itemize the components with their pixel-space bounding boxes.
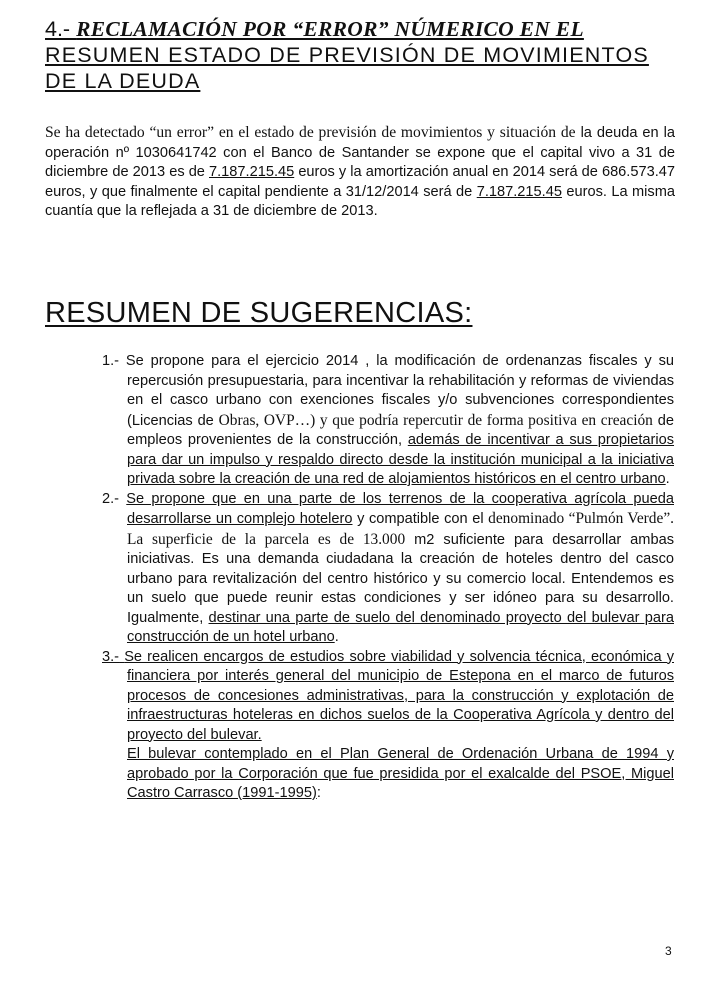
intro-amount-2: 7.187.215.45 <box>476 183 562 200</box>
heading-line-3: DE LA DEUDA <box>45 69 201 93</box>
item-text: m2 suficiente para desarrollar ambas iniciativas. Es una demanda ciudadana la creación de hoteles dentro del casco urbano para revitalización del centro histórico y su comercio local. Entendemos es un suelo que puede reunir estas condiciones y ser idóneo para su desarrollo. Igualmente, <box>127 531 674 626</box>
heading-italic-text: RECLAMACIÓN POR “ERROR” NÚMERICO EN EL <box>76 17 584 41</box>
heading-line-1 <box>45 16 675 42</box>
item-text-underlined: Se propone que en una parte de los terrenos de la cooperativa agrícola pueda desarrollarse un complejo hotelero <box>126 490 674 527</box>
page-number: 3 <box>665 944 672 958</box>
item-text-underlined: Se realicen encargos de estudios sobre viabilidad y solvencia técnica, económica y financiera por interés general del municipio de Estepona en el marco de futuros procesos de concesiones administrativas, para la construcción y explotación de infraestructuras hoteleras en dichos suelos de la Cooperativa Agrícola y dentro del proyecto del bulevar. <box>124 648 674 743</box>
intro-text-c: euros y la amortización anual en 2014 será de 686.573.47 euros, y que finalmente el capital pendiente a 31/12/2014 será de <box>45 164 675 200</box>
item-text-underlined: El bulevar contemplado en el Plan General de Ordenación Urbana de 1994 y aprobado por la Corporación que fue presidida por el exalcalde del PSOE, Miguel Castro Carrasco (1991-1995) <box>127 746 674 801</box>
item-text: . <box>665 471 670 487</box>
item-text: y compatible con el <box>352 511 489 527</box>
item-number: 1.- <box>102 353 120 369</box>
list-item <box>102 490 674 648</box>
item-number: 3.- <box>102 648 120 665</box>
item-number: 2.- <box>102 490 120 507</box>
item-text-serif: denominado “Pulmón Verde”. La superficie de la parcela es de 13.000 <box>127 510 674 548</box>
item-text: : <box>316 785 321 801</box>
suggestions-list <box>102 352 674 804</box>
heading-line-2: RESUMEN ESTADO DE PREVISIÓN DE MOVIMIENTOS <box>45 43 649 67</box>
item-text: . <box>334 629 339 645</box>
summary-title: RESUMEN DE SUGERENCIAS: <box>45 297 473 329</box>
intro-text-b: la deuda en la operación nº 1030641742 con el Banco de Santander se expone que el capital vivo a 31 de diciembre de 2013 es de <box>45 125 675 181</box>
item-text-serif: Obras, OVP…) y que podría repercutir de forma positiva en creación <box>218 411 653 429</box>
item-text: Se propone para el ejercicio 2014 , la modificación de ordenanzas fiscales y su repercusión presupuestaria, para incentivar la rehabilitación y reformas de viviendas en el casco urbano con exenciones fiscales y/o subvenciones correspondientes (Licencias de <box>119 353 674 429</box>
item-text-underlined: destinar una parte de suelo del denominado proyecto del bulevar para construcción de un hotel urbano <box>127 609 674 645</box>
list-item <box>102 352 674 490</box>
heading-number: 4.- <box>45 17 77 41</box>
list-item <box>102 648 674 804</box>
intro-text-a: Se ha detectado “un error” en el estado de previsión de movimientos y situación de <box>45 124 576 141</box>
item-text: de empleos provenientes de la construcción, <box>127 412 674 448</box>
intro-amount-1: 7.187.215.45 <box>209 164 295 181</box>
section-heading <box>45 16 675 94</box>
intro-text-d: euros. La misma cuantía que la reflejada a 31 de diciembre de 2013. <box>45 183 675 220</box>
item-text-underlined: además de incentivar a sus propietarios para dar un impulso y respaldo directo desde la institución municipal a la iniciativa privada sobre la creación de una red de alojamientos históricos en el centro urbano <box>127 432 675 487</box>
intro-paragraph <box>45 123 675 222</box>
